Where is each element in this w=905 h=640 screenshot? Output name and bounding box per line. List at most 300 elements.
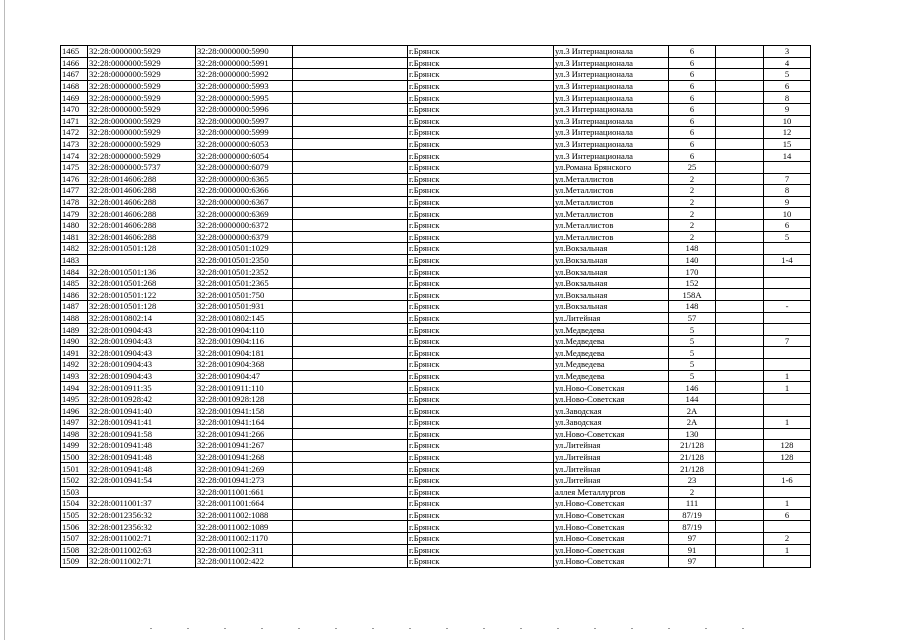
city-cell: г.Брянск bbox=[408, 243, 554, 255]
table-row bbox=[61, 532, 811, 544]
row-number-cell: 1500 bbox=[61, 451, 88, 463]
empty-col-2-cell bbox=[716, 428, 764, 440]
parent-cadastral-number-cell: 32:28:0000000:5737 bbox=[88, 161, 196, 173]
house-number-cell: 87/19 bbox=[669, 521, 716, 533]
row-number-cell: 1484 bbox=[61, 266, 88, 278]
empty-col-2-cell bbox=[716, 69, 764, 81]
apartment-number-cell: 6 bbox=[764, 219, 811, 231]
house-number-cell: 2 bbox=[669, 173, 716, 185]
table-row bbox=[61, 440, 811, 452]
scan-dot bbox=[705, 628, 707, 629]
row-number-cell: 1477 bbox=[61, 185, 88, 197]
parent-cadastral-number-cell: 32:28:0011001:37 bbox=[88, 498, 196, 510]
apartment-number-cell: 2 bbox=[764, 532, 811, 544]
street-cell: ул.Литейная bbox=[554, 474, 669, 486]
parent-cadastral-number-cell: 32:28:0000000:5929 bbox=[88, 69, 196, 81]
house-number-cell: 5 bbox=[669, 370, 716, 382]
scan-dot bbox=[594, 628, 596, 629]
table-row bbox=[61, 428, 811, 440]
city-cell: г.Брянск bbox=[408, 254, 554, 266]
house-number-cell: 97 bbox=[669, 532, 716, 544]
table-row bbox=[61, 69, 811, 81]
house-number-cell: 2 bbox=[669, 208, 716, 220]
table-row bbox=[61, 219, 811, 231]
cadastral-number-cell: 32:28:0000000:5990 bbox=[196, 46, 293, 58]
parent-cadastral-number-cell: 32:28:0000000:5929 bbox=[88, 80, 196, 92]
row-number-cell: 1473 bbox=[61, 138, 88, 150]
parent-cadastral-number-cell: 32:28:0010941:58 bbox=[88, 428, 196, 440]
empty-col-2-cell bbox=[716, 393, 764, 405]
scan-dot bbox=[335, 628, 337, 629]
city-cell: г.Брянск bbox=[408, 370, 554, 382]
empty-col-cell bbox=[293, 370, 408, 382]
parent-cadastral-number-cell: 32:28:0014606:288 bbox=[88, 231, 196, 243]
city-cell: г.Брянск bbox=[408, 219, 554, 231]
cadastral-number-cell: 32:28:0010501:750 bbox=[196, 289, 293, 301]
row-number-cell: 1494 bbox=[61, 382, 88, 394]
house-number-cell: 87/19 bbox=[669, 509, 716, 521]
apartment-number-cell bbox=[764, 161, 811, 173]
parent-cadastral-number-cell: 32:28:0011002:63 bbox=[88, 544, 196, 556]
parent-cadastral-number-cell: 32:28:0000000:5929 bbox=[88, 150, 196, 162]
row-number-cell: 1504 bbox=[61, 498, 88, 510]
row-number-cell: 1474 bbox=[61, 150, 88, 162]
empty-col-2-cell bbox=[716, 324, 764, 336]
empty-col-2-cell bbox=[716, 359, 764, 371]
table-row bbox=[61, 556, 811, 568]
apartment-number-cell: 1 bbox=[764, 417, 811, 429]
street-cell: ул.3 Интернационала bbox=[554, 115, 669, 127]
row-number-cell: 1470 bbox=[61, 103, 88, 115]
table-row bbox=[61, 80, 811, 92]
row-number-cell: 1479 bbox=[61, 208, 88, 220]
table-row bbox=[61, 185, 811, 197]
street-cell: ул.Романа Брянского bbox=[554, 161, 669, 173]
city-cell: г.Брянск bbox=[408, 521, 554, 533]
city-cell: г.Брянск bbox=[408, 451, 554, 463]
apartment-number-cell: 128 bbox=[764, 440, 811, 452]
table-row bbox=[61, 335, 811, 347]
empty-col-cell bbox=[293, 46, 408, 58]
parent-cadastral-number-cell: 32:28:0014606:288 bbox=[88, 185, 196, 197]
table-row bbox=[61, 243, 811, 255]
house-number-cell: 130 bbox=[669, 428, 716, 440]
cadastral-number-cell: 32:28:0010904:116 bbox=[196, 335, 293, 347]
table-row bbox=[61, 103, 811, 115]
cadastral-number-cell: 32:28:0010904:110 bbox=[196, 324, 293, 336]
row-number-cell: 1476 bbox=[61, 173, 88, 185]
empty-col-2-cell bbox=[716, 532, 764, 544]
parent-cadastral-number-cell: 32:28:0011002:71 bbox=[88, 556, 196, 568]
apartment-number-cell bbox=[764, 486, 811, 498]
empty-col-cell bbox=[293, 428, 408, 440]
house-number-cell: 170 bbox=[669, 266, 716, 278]
city-cell: г.Брянск bbox=[408, 347, 554, 359]
apartment-number-cell: 9 bbox=[764, 196, 811, 208]
row-number-cell: 1503 bbox=[61, 486, 88, 498]
cadastral-number-cell: 32:28:0000000:5993 bbox=[196, 80, 293, 92]
scan-margin-line bbox=[4, 0, 5, 640]
parent-cadastral-number-cell: 32:28:0000000:5929 bbox=[88, 127, 196, 139]
cadastral-number-cell: 32:28:0011002:1170 bbox=[196, 532, 293, 544]
house-number-cell: 25 bbox=[669, 161, 716, 173]
parent-cadastral-number-cell: 32:28:0014606:288 bbox=[88, 173, 196, 185]
street-cell: ул.Медведева bbox=[554, 324, 669, 336]
empty-col-2-cell bbox=[716, 57, 764, 69]
house-number-cell: 6 bbox=[669, 103, 716, 115]
table-row bbox=[61, 521, 811, 533]
city-cell: г.Брянск bbox=[408, 474, 554, 486]
city-cell: г.Брянск bbox=[408, 161, 554, 173]
city-cell: г.Брянск bbox=[408, 115, 554, 127]
empty-col-2-cell bbox=[716, 335, 764, 347]
cadastral-number-cell: 32:28:0010501:2352 bbox=[196, 266, 293, 278]
house-number-cell: 140 bbox=[669, 254, 716, 266]
city-cell: г.Брянск bbox=[408, 127, 554, 139]
street-cell: ул.Литейная bbox=[554, 312, 669, 324]
empty-col-cell bbox=[293, 440, 408, 452]
house-number-cell: 23 bbox=[669, 474, 716, 486]
house-number-cell: 2А bbox=[669, 405, 716, 417]
empty-col-2-cell bbox=[716, 509, 764, 521]
apartment-number-cell bbox=[764, 521, 811, 533]
empty-col-2-cell bbox=[716, 243, 764, 255]
parent-cadastral-number-cell: 32:28:0010941:40 bbox=[88, 405, 196, 417]
street-cell: ул.Заводская bbox=[554, 417, 669, 429]
empty-col-2-cell bbox=[716, 208, 764, 220]
empty-col-2-cell bbox=[716, 80, 764, 92]
table-row bbox=[61, 115, 811, 127]
street-cell: ул.Литейная bbox=[554, 463, 669, 475]
house-number-cell: 6 bbox=[669, 69, 716, 81]
apartment-number-cell bbox=[764, 428, 811, 440]
house-number-cell: 158А bbox=[669, 289, 716, 301]
apartment-number-cell: 1 bbox=[764, 544, 811, 556]
parent-cadastral-number-cell: 32:28:0010904:43 bbox=[88, 324, 196, 336]
parent-cadastral-number-cell: 32:28:0010941:48 bbox=[88, 440, 196, 452]
empty-col-2-cell bbox=[716, 92, 764, 104]
city-cell: г.Брянск bbox=[408, 138, 554, 150]
city-cell: г.Брянск bbox=[408, 57, 554, 69]
apartment-number-cell: 10 bbox=[764, 208, 811, 220]
city-cell: г.Брянск bbox=[408, 486, 554, 498]
empty-col-cell bbox=[293, 417, 408, 429]
empty-col-2-cell bbox=[716, 451, 764, 463]
apartment-number-cell: 1 bbox=[764, 370, 811, 382]
cadastral-number-cell: 32:28:0000000:5996 bbox=[196, 103, 293, 115]
city-cell: г.Брянск bbox=[408, 80, 554, 92]
apartment-number-cell: 1 bbox=[764, 382, 811, 394]
city-cell: г.Брянск bbox=[408, 150, 554, 162]
cadastral-number-cell: 32:28:0010911:110 bbox=[196, 382, 293, 394]
empty-col-cell bbox=[293, 544, 408, 556]
row-number-cell: 1483 bbox=[61, 254, 88, 266]
table-row bbox=[61, 463, 811, 475]
empty-col-2-cell bbox=[716, 115, 764, 127]
house-number-cell: 91 bbox=[669, 544, 716, 556]
parent-cadastral-number-cell: 32:28:0010941:54 bbox=[88, 474, 196, 486]
house-number-cell: 6 bbox=[669, 80, 716, 92]
empty-col-2-cell bbox=[716, 498, 764, 510]
table-row bbox=[61, 324, 811, 336]
table-row bbox=[61, 208, 811, 220]
row-number-cell: 1487 bbox=[61, 301, 88, 313]
row-number-cell: 1480 bbox=[61, 219, 88, 231]
apartment-number-cell bbox=[764, 347, 811, 359]
row-number-cell: 1492 bbox=[61, 359, 88, 371]
street-cell: ул.3 Интернационала bbox=[554, 150, 669, 162]
table-row bbox=[61, 277, 811, 289]
cadastral-number-cell: 32:28:0010802:145 bbox=[196, 312, 293, 324]
row-number-cell: 1490 bbox=[61, 335, 88, 347]
table-row bbox=[61, 486, 811, 498]
street-cell: ул.Медведева bbox=[554, 335, 669, 347]
cadastral-number-cell: 32:28:0000000:6379 bbox=[196, 231, 293, 243]
street-cell: ул.Заводская bbox=[554, 405, 669, 417]
city-cell: г.Брянск bbox=[408, 173, 554, 185]
apartment-number-cell: 1 bbox=[764, 498, 811, 510]
empty-col-cell bbox=[293, 231, 408, 243]
empty-col-cell bbox=[293, 359, 408, 371]
cadastral-number-cell: 32:28:0010501:2365 bbox=[196, 277, 293, 289]
city-cell: г.Брянск bbox=[408, 417, 554, 429]
table-row bbox=[61, 382, 811, 394]
scan-dot bbox=[446, 628, 448, 629]
row-number-cell: 1495 bbox=[61, 393, 88, 405]
parent-cadastral-number-cell: 32:28:0000000:5929 bbox=[88, 46, 196, 58]
scan-dot bbox=[224, 628, 226, 629]
empty-col-cell bbox=[293, 161, 408, 173]
city-cell: г.Брянск bbox=[408, 289, 554, 301]
empty-col-cell bbox=[293, 138, 408, 150]
house-number-cell: 2 bbox=[669, 231, 716, 243]
apartment-number-cell bbox=[764, 312, 811, 324]
row-number-cell: 1488 bbox=[61, 312, 88, 324]
apartment-number-cell bbox=[764, 289, 811, 301]
parent-cadastral-number-cell: 32:28:0010501:128 bbox=[88, 243, 196, 255]
cadastral-number-cell: 32:28:0010941:268 bbox=[196, 451, 293, 463]
cadastral-number-cell: 32:28:0010904:368 bbox=[196, 359, 293, 371]
empty-col-cell bbox=[293, 301, 408, 313]
cadastral-number-cell: 32:28:0011001:664 bbox=[196, 498, 293, 510]
apartment-number-cell bbox=[764, 243, 811, 255]
empty-col-cell bbox=[293, 127, 408, 139]
empty-col-2-cell bbox=[716, 405, 764, 417]
city-cell: г.Брянск bbox=[408, 359, 554, 371]
street-cell: ул.Металлистов bbox=[554, 208, 669, 220]
empty-col-2-cell bbox=[716, 196, 764, 208]
empty-col-cell bbox=[293, 347, 408, 359]
empty-col-cell bbox=[293, 463, 408, 475]
row-number-cell: 1498 bbox=[61, 428, 88, 440]
city-cell: г.Брянск bbox=[408, 196, 554, 208]
street-cell: ул.Литейная bbox=[554, 440, 669, 452]
table-body bbox=[61, 46, 811, 568]
table-row bbox=[61, 347, 811, 359]
cadastral-number-cell: 32:28:0000000:6053 bbox=[196, 138, 293, 150]
scan-dot bbox=[557, 628, 559, 629]
cadastral-number-cell: 32:28:0010904:47 bbox=[196, 370, 293, 382]
row-number-cell: 1465 bbox=[61, 46, 88, 58]
parent-cadastral-number-cell: 32:28:0010941:48 bbox=[88, 451, 196, 463]
empty-col-cell bbox=[293, 382, 408, 394]
empty-col-cell bbox=[293, 335, 408, 347]
house-number-cell: 6 bbox=[669, 115, 716, 127]
table-row bbox=[61, 138, 811, 150]
empty-col-2-cell bbox=[716, 382, 764, 394]
empty-col-2-cell bbox=[716, 417, 764, 429]
scan-dot bbox=[483, 628, 485, 629]
table-row bbox=[61, 312, 811, 324]
table-row bbox=[61, 57, 811, 69]
row-number-cell: 1471 bbox=[61, 115, 88, 127]
city-cell: г.Брянск bbox=[408, 92, 554, 104]
empty-col-cell bbox=[293, 185, 408, 197]
cadastral-number-cell: 32:28:0010501:1029 bbox=[196, 243, 293, 255]
empty-col-2-cell bbox=[716, 219, 764, 231]
empty-col-cell bbox=[293, 521, 408, 533]
cadastral-number-cell: 32:28:0000000:6369 bbox=[196, 208, 293, 220]
street-cell: ул.3 Интернационала bbox=[554, 92, 669, 104]
cadastral-number-cell: 32:28:0000000:5999 bbox=[196, 127, 293, 139]
parent-cadastral-number-cell: 32:28:0014606:288 bbox=[88, 219, 196, 231]
house-number-cell: 21/128 bbox=[669, 440, 716, 452]
parent-cadastral-number-cell: 32:28:0010501:122 bbox=[88, 289, 196, 301]
apartment-number-cell bbox=[764, 277, 811, 289]
row-number-cell: 1499 bbox=[61, 440, 88, 452]
cadastral-number-cell: 32:28:0000000:6365 bbox=[196, 173, 293, 185]
parent-cadastral-number-cell: 32:28:0010802:14 bbox=[88, 312, 196, 324]
apartment-number-cell bbox=[764, 405, 811, 417]
row-number-cell: 1501 bbox=[61, 463, 88, 475]
city-cell: г.Брянск bbox=[408, 405, 554, 417]
row-number-cell: 1491 bbox=[61, 347, 88, 359]
row-number-cell: 1507 bbox=[61, 532, 88, 544]
row-number-cell: 1496 bbox=[61, 405, 88, 417]
empty-col-2-cell bbox=[716, 277, 764, 289]
apartment-number-cell: 5 bbox=[764, 231, 811, 243]
scan-dot bbox=[668, 628, 670, 629]
city-cell: г.Брянск bbox=[408, 428, 554, 440]
empty-col-cell bbox=[293, 80, 408, 92]
parent-cadastral-number-cell: 32:28:0014606:288 bbox=[88, 196, 196, 208]
city-cell: г.Брянск bbox=[408, 463, 554, 475]
apartment-number-cell: 6 bbox=[764, 509, 811, 521]
apartment-number-cell: 12 bbox=[764, 127, 811, 139]
house-number-cell: 6 bbox=[669, 127, 716, 139]
apartment-number-cell: 10 bbox=[764, 115, 811, 127]
cadastral-number-cell: 32:28:0000000:6372 bbox=[196, 219, 293, 231]
city-cell: г.Брянск bbox=[408, 277, 554, 289]
street-cell: ул.Медведева bbox=[554, 347, 669, 359]
street-cell: ул.Вокзальная bbox=[554, 289, 669, 301]
empty-col-2-cell bbox=[716, 486, 764, 498]
cadastral-number-cell: 32:28:0000000:6366 bbox=[196, 185, 293, 197]
empty-col-2-cell bbox=[716, 150, 764, 162]
row-number-cell: 1508 bbox=[61, 544, 88, 556]
house-number-cell: 6 bbox=[669, 57, 716, 69]
cadastral-number-cell: 32:28:0010941:266 bbox=[196, 428, 293, 440]
row-number-cell: 1481 bbox=[61, 231, 88, 243]
cadastral-number-cell: 32:28:0010941:269 bbox=[196, 463, 293, 475]
house-number-cell: 152 bbox=[669, 277, 716, 289]
scan-dot bbox=[187, 628, 189, 629]
house-number-cell: 57 bbox=[669, 312, 716, 324]
house-number-cell: 97 bbox=[669, 556, 716, 568]
street-cell: ул.Ново-Советская bbox=[554, 521, 669, 533]
scan-dot bbox=[520, 628, 522, 629]
apartment-number-cell bbox=[764, 393, 811, 405]
parent-cadastral-number-cell: 32:28:0000000:5929 bbox=[88, 103, 196, 115]
table-row bbox=[61, 254, 811, 266]
parent-cadastral-number-cell: 32:28:0000000:5929 bbox=[88, 138, 196, 150]
house-number-cell: 144 bbox=[669, 393, 716, 405]
street-cell: ул.Металлистов bbox=[554, 173, 669, 185]
cadastral-number-cell: 32:28:0011002:311 bbox=[196, 544, 293, 556]
city-cell: г.Брянск bbox=[408, 185, 554, 197]
parent-cadastral-number-cell: 32:28:0010501:128 bbox=[88, 301, 196, 313]
house-number-cell: 2 bbox=[669, 219, 716, 231]
table-row bbox=[61, 161, 811, 173]
parent-cadastral-number-cell: 32:28:0010501:136 bbox=[88, 266, 196, 278]
empty-col-2-cell bbox=[716, 521, 764, 533]
city-cell: г.Брянск bbox=[408, 324, 554, 336]
city-cell: г.Брянск bbox=[408, 335, 554, 347]
city-cell: г.Брянск bbox=[408, 301, 554, 313]
house-number-cell: 148 bbox=[669, 301, 716, 313]
cadastral-number-cell: 32:28:0000000:5997 bbox=[196, 115, 293, 127]
parent-cadastral-number-cell: 32:28:0000000:5929 bbox=[88, 92, 196, 104]
apartment-number-cell: 8 bbox=[764, 185, 811, 197]
empty-col-cell bbox=[293, 69, 408, 81]
empty-col-2-cell bbox=[716, 370, 764, 382]
street-cell: ул.Ново-Советская bbox=[554, 556, 669, 568]
row-number-cell: 1466 bbox=[61, 57, 88, 69]
table-row bbox=[61, 451, 811, 463]
empty-col-cell bbox=[293, 498, 408, 510]
street-cell: ул.Вокзальная bbox=[554, 277, 669, 289]
empty-col-cell bbox=[293, 474, 408, 486]
house-number-cell: 5 bbox=[669, 324, 716, 336]
street-cell: ул.Ново-Советская bbox=[554, 382, 669, 394]
row-number-cell: 1482 bbox=[61, 243, 88, 255]
house-number-cell: 2 bbox=[669, 196, 716, 208]
table-row bbox=[61, 231, 811, 243]
row-number-cell: 1485 bbox=[61, 277, 88, 289]
empty-col-cell bbox=[293, 556, 408, 568]
empty-col-2-cell bbox=[716, 544, 764, 556]
street-cell: аллея Металлургов bbox=[554, 486, 669, 498]
table-row bbox=[61, 417, 811, 429]
apartment-number-cell bbox=[764, 359, 811, 371]
parent-cadastral-number-cell: 32:28:0010941:41 bbox=[88, 417, 196, 429]
street-cell: ул.3 Интернационала bbox=[554, 46, 669, 58]
house-number-cell: 6 bbox=[669, 150, 716, 162]
city-cell: г.Брянск bbox=[408, 231, 554, 243]
empty-col-cell bbox=[293, 103, 408, 115]
empty-col-2-cell bbox=[716, 301, 764, 313]
parent-cadastral-number-cell: 32:28:0010928:42 bbox=[88, 393, 196, 405]
house-number-cell: 2 bbox=[669, 486, 716, 498]
house-number-cell: 6 bbox=[669, 46, 716, 58]
empty-col-cell bbox=[293, 486, 408, 498]
empty-col-2-cell bbox=[716, 312, 764, 324]
empty-col-2-cell bbox=[716, 161, 764, 173]
street-cell: ул.Медведева bbox=[554, 370, 669, 382]
street-cell: ул.3 Интернационала bbox=[554, 138, 669, 150]
cadastral-number-cell: 32:28:0010904:181 bbox=[196, 347, 293, 359]
house-number-cell: 21/128 bbox=[669, 463, 716, 475]
